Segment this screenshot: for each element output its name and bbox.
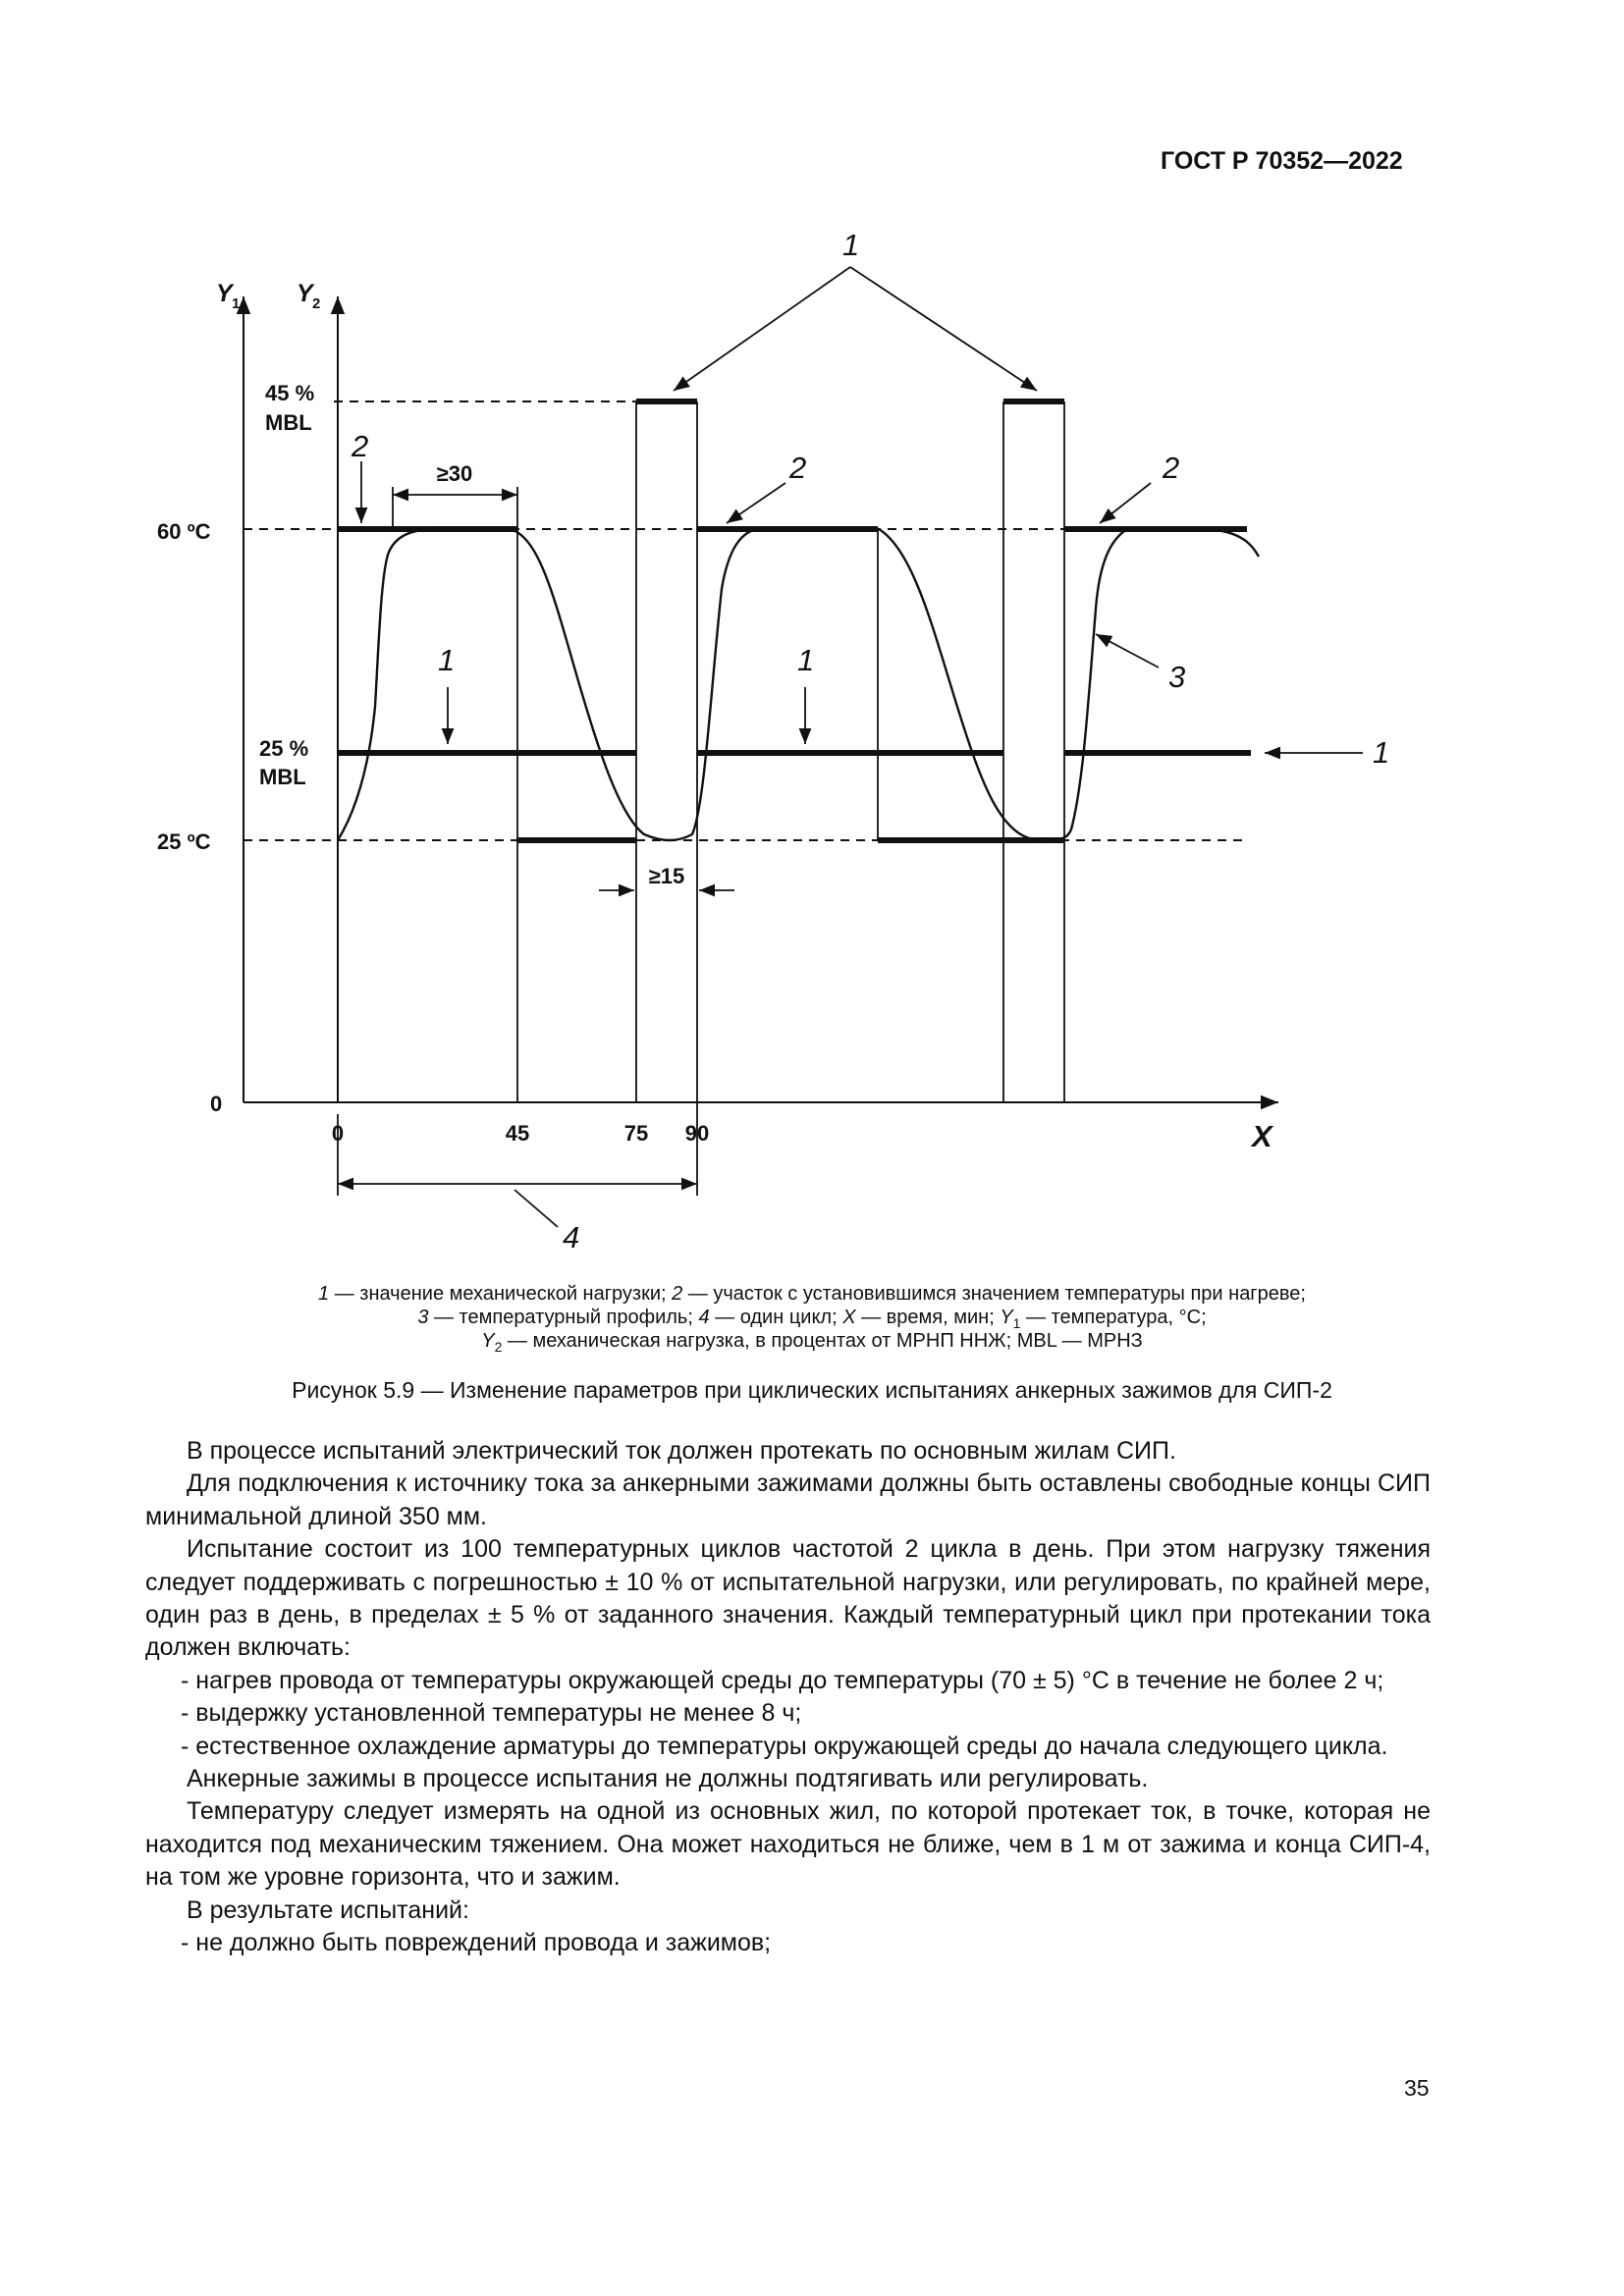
figure-legend-line-2: 3 — температурный профиль; 4 — один цикл; X — время, мин; $Y_1$ — температура, °C; (417, 1307, 1207, 1331)
x-tick: 75 (623, 1121, 649, 1146)
page-number: 35 (1404, 2075, 1430, 2101)
callout-1: 1 (1373, 735, 1390, 770)
callout-2: 2 (789, 451, 807, 485)
figure-legend-line-1: 1 — значение механической нагрузки; 2 — участок с установившимся значением температуры при нагреве; (318, 1283, 1306, 1305)
dimension-load: ≥15 (648, 864, 685, 888)
label-zero: 0 (210, 1092, 223, 1116)
callout-1: 1 (797, 643, 815, 677)
dimension-dwell: ≥30 (436, 461, 473, 486)
x-axis-label: X (1252, 1119, 1272, 1153)
paragraph: В процессе испытаний электрический ток должен протекать по основным жилам СИП. (187, 1437, 1176, 1465)
callout-1: 1 (438, 643, 456, 677)
paragraph: Для подключения к источнику тока за анкерными зажимами должны быть оставлены свободные концы СИП минимальной длиной 350 мм. (145, 1469, 1431, 1530)
paragraph: В результате испытаний: (187, 1896, 469, 1924)
label-45pct: 45 % (265, 381, 315, 405)
svg-text:1: 1 (232, 295, 241, 312)
temperature-profile-curve (338, 529, 1259, 840)
x-tick: 45 (505, 1121, 530, 1146)
list-item: - нагрев провода от температуры окружающей среды до температуры (70 ± 5) °С в течение не более 2 ч; (181, 1666, 1384, 1694)
figure-caption: Рисунок 5.9 — Изменение параметров при циклических испытаниях анкерных зажимов для СИП-2 (292, 1377, 1332, 1403)
y2-axis-label: Y (297, 280, 313, 307)
body-text (145, 1435, 1431, 1960)
paragraph: Испытание состоит из 100 температурных циклов частотой 2 цикла в день. При этом нагрузку тяжения следует поддерживать с погрешностью ± 10 % от испытательной нагрузки, или регулировать, по крайней мере, один раз в день, в пределах ± 5 % от заданного значения. Каждый температурный цикл при протекании тока должен включать: (145, 1535, 1431, 1662)
label-25pct: 25 % (259, 736, 309, 761)
y1-axis-label: Y (216, 280, 233, 307)
callout-2: 2 (352, 429, 369, 463)
figure-legend-line-3: $Y_2$ — механическая нагрузка, в процентах от МРНП ННЖ; MBL — МРНЗ (481, 1330, 1143, 1355)
list-item: - естественное охлаждение арматуры до температуры окружающей среды до начала следующего цикла. (181, 1732, 1388, 1760)
callout-2: 2 (1163, 451, 1180, 485)
label-60c: 60 ºC (157, 519, 211, 544)
svg-text:2: 2 (312, 295, 321, 312)
label-25pct-mbl: MBL (259, 765, 306, 789)
document-code: ГОСТ Р 70352—2022 (1161, 147, 1403, 175)
label-25c: 25 ºC (157, 829, 211, 854)
list-item: - выдержку установленной температуры не менее 8 ч; (181, 1699, 802, 1728)
list-item: - не должно быть повреждений провода и зажимов; (181, 1929, 772, 1957)
paragraph: Температуру следует измерять на одной из основных жил, по которой протекает ток, в точке, которая не находится под механическим тяжением. Она может находиться не ближе, чем в 1 м от зажима и конца СИП-4, на том же уровне горизонта, что и зажим. (145, 1797, 1431, 1892)
x-tick: 0 (331, 1121, 345, 1146)
paragraph: Анкерные зажимы в процессе испытания не должны подтягивать или регулировать. (187, 1765, 1149, 1793)
callout-3: 3 (1168, 660, 1186, 694)
callout-4: 4 (563, 1220, 580, 1255)
callout-1: 1 (842, 228, 860, 262)
label-45pct-mbl: MBL (265, 410, 312, 435)
x-tick: 90 (684, 1121, 710, 1146)
